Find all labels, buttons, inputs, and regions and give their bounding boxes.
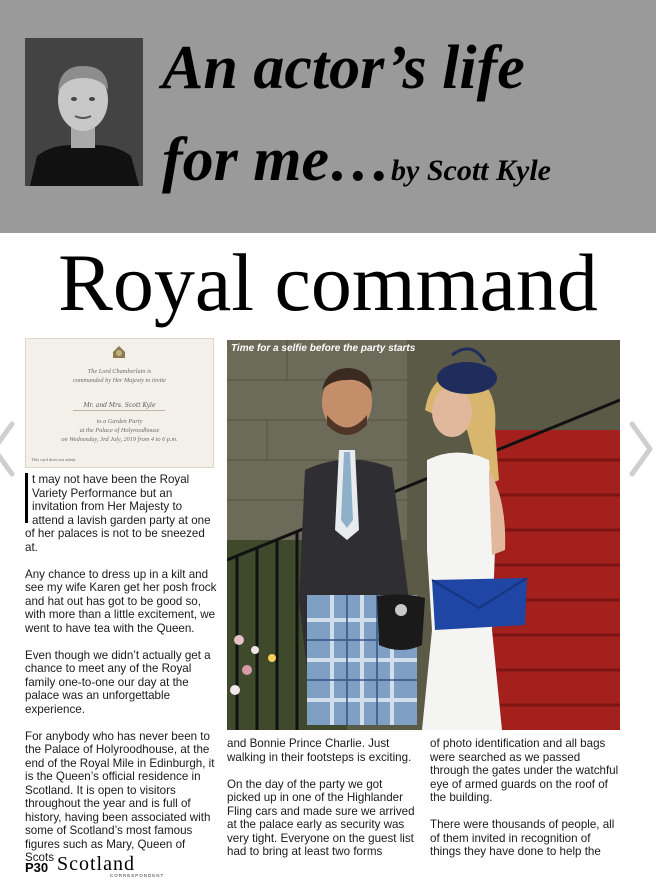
article-paragraph-7: of photo identification and all bags were searched as we passed through the gates under the watchful eye of armed guards on the roof of the building. <box>430 737 619 804</box>
article-paragraph-4: For anybody who has never been to the Palace of Holyroodhouse, at the end of the Royal Mile in Edinburgh, it is the Queen’s official residence in Scotland. It is open to visitors throughout the year and is full of history, having been associated with some of Scotland’s most famous figures such as Mary, Queen of Scots <box>25 729 215 864</box>
invitation-card-image <box>25 338 214 468</box>
invite-line-2: commanded by Her Majesty to invite <box>73 377 166 384</box>
article-column-3 <box>430 737 620 872</box>
byline: by Scott Kyle <box>391 154 551 187</box>
couple-photo <box>227 340 620 730</box>
magazine-logo: Scotland <box>57 853 135 875</box>
dropcap <box>25 473 28 523</box>
magazine-logo-subtitle: CORRESPONDENT <box>110 873 165 878</box>
paragraph-1-text: t may not have been the Royal Variety Performance but an invitation from Her Majesty to attend a lavish garden party at one of her palaces is not to be sneezed at. <box>25 473 211 554</box>
article-paragraph-8: There were thousands of people, all of them invited in recognition of things they have done to help the <box>430 818 615 858</box>
next-page-button[interactable] <box>628 420 654 478</box>
article-column-2 <box>227 737 417 872</box>
royal-crest-icon <box>109 344 129 360</box>
invite-note: This card does not admit <box>31 457 76 462</box>
invite-line-3: to a Garden Party <box>96 418 143 425</box>
invite-line-4: at the Palace of Holyroodhouse <box>79 427 160 434</box>
article-paragraph-5: and Bonnie Prince Charlie. Just walking in their footsteps is exciting. <box>227 737 412 764</box>
chevron-right-icon <box>628 420 654 478</box>
invite-line-5: on Wednesday, 3rd July, 2019 from 4 to 6 p.m. <box>61 436 178 443</box>
page-headline: Royal command <box>58 237 598 328</box>
author-portrait <box>25 38 143 186</box>
invite-rule <box>73 410 165 411</box>
article-paragraph-1 <box>25 473 217 554</box>
page-number: P30 <box>25 860 49 875</box>
chevron-left-icon <box>0 420 16 478</box>
article-paragraph-3: Even though we didn’t actually get a chance to meet any of the Royal family one-to-one our day at the palace was an unforgettable experience. <box>25 648 211 716</box>
column-title-line-1: An actor’s life <box>162 34 525 102</box>
article-paragraph-6: On the day of the party we got picked up in one of the Highlander Fling cars and made sure we arrived at the palace early as security was very tight. Everyone on the guest list had to bring at least two forms <box>227 777 415 858</box>
previous-page-button[interactable] <box>0 420 16 478</box>
article-column-1 <box>25 473 217 878</box>
photo-caption: Time for a selfie before the party starts <box>231 343 416 354</box>
invite-guest-names: Mr. and Mrs. Scott Kyle <box>83 402 156 409</box>
column-title-line-2-text: for me… <box>162 126 392 194</box>
column-title-line-2 <box>162 120 652 211</box>
invite-line-1: The Lord Chamberlain is <box>87 368 152 375</box>
article-paragraph-2: Any chance to dress up in a kilt and see my wife Karen get her posh frock and hat out has got to be good so, with more than a little excitement, we went to have tea with the Queen. <box>25 567 217 635</box>
